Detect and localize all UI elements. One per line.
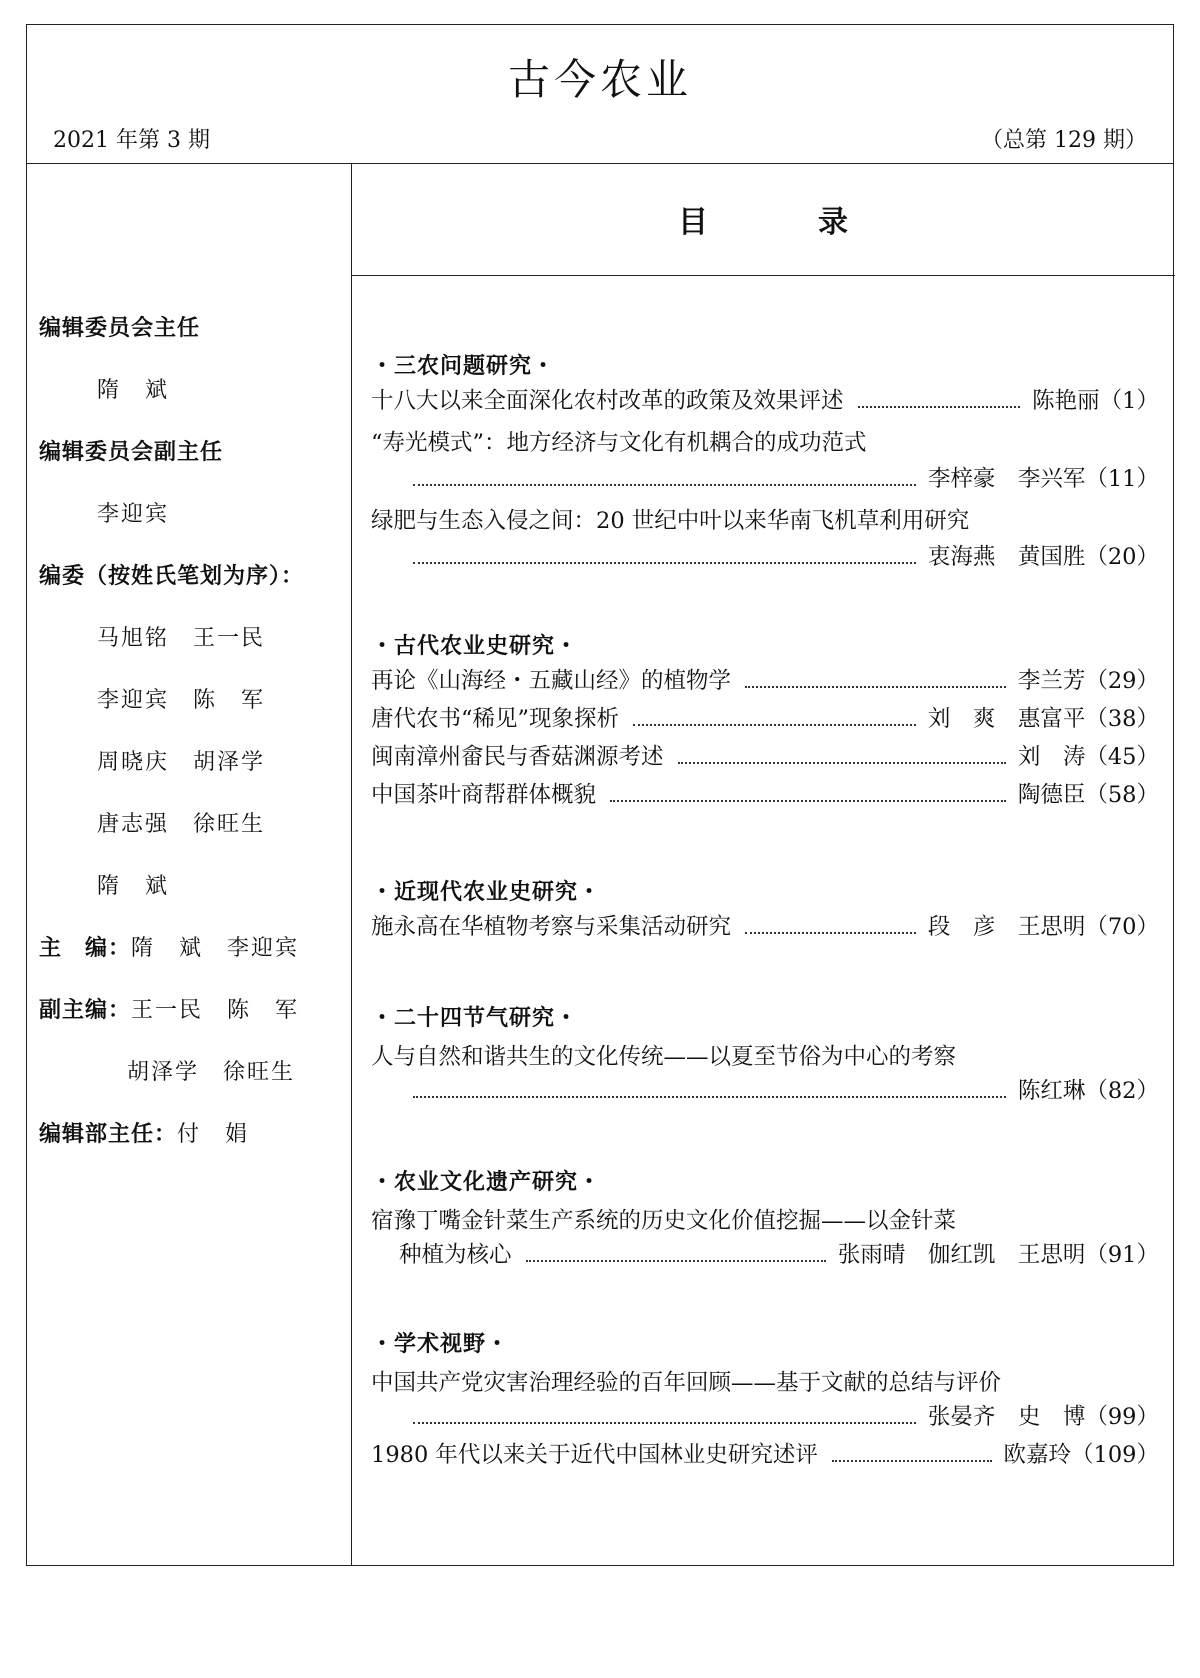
entry-title[interactable]: 人与自然和谐共生的文化传统——以夏至节俗为中心的考察 bbox=[371, 1044, 957, 1070]
member-line: 李迎宾 陈 军 bbox=[97, 688, 266, 713]
chair-label: 编辑委员会主任 bbox=[39, 316, 201, 341]
dot-leader bbox=[858, 406, 1021, 408]
member-line: 隋 斌 bbox=[97, 874, 170, 899]
toc-title-char: 录 bbox=[818, 205, 848, 240]
member-line: 周晓庆 胡泽学 bbox=[97, 750, 266, 775]
toc-title bbox=[351, 197, 1175, 241]
dot-leader bbox=[413, 562, 916, 564]
entry-title: 闽南漳州畲民与香菇渊源考述 bbox=[371, 744, 664, 770]
toc-entry[interactable] bbox=[413, 463, 1159, 493]
entry-author-page: 李梓豪 李兴军（11） bbox=[927, 466, 1159, 492]
dot-leader bbox=[745, 686, 1006, 688]
entry-author-page: 欧嘉玲（109） bbox=[1003, 1442, 1159, 1468]
entry-title: 十八大以来全面深化农村改革的政策及效果评述 bbox=[371, 388, 844, 414]
entry-title: 施永高在华植物考察与采集活动研究 bbox=[371, 914, 732, 940]
entry-title: 唐代农书“稀见”现象探析 bbox=[371, 706, 620, 732]
member-line: 马旭铭 王一民 bbox=[97, 626, 266, 651]
vice-chair-label: 编辑委员会副主任 bbox=[39, 440, 224, 465]
dept-label: 编辑部主任： bbox=[39, 1122, 178, 1147]
page-frame bbox=[26, 24, 1174, 1566]
toc-entry[interactable] bbox=[371, 1439, 1159, 1469]
entry-author-page: 张晏齐 史 博（99） bbox=[927, 1404, 1159, 1430]
entry-title-cont: 种植为核心 bbox=[399, 1242, 512, 1268]
entry-title: 中国茶叶商帮群体概貌 bbox=[371, 782, 597, 808]
toc-entry[interactable] bbox=[413, 1075, 1159, 1105]
vice-chair-name: 李迎宾 bbox=[97, 502, 170, 527]
dot-leader bbox=[413, 1096, 1006, 1098]
deputy-label: 副主编： bbox=[39, 998, 132, 1023]
issue-number: 2021 年第 3 期 bbox=[53, 128, 210, 153]
journal-header bbox=[27, 25, 1173, 164]
chair-name: 隋 斌 bbox=[97, 378, 170, 403]
entry-author-page: 陶德臣（58） bbox=[1017, 782, 1159, 808]
editor-in-chief bbox=[39, 931, 299, 962]
dot-leader bbox=[413, 484, 916, 486]
deputy-editors bbox=[39, 993, 299, 1024]
dot-leader bbox=[610, 800, 1006, 802]
dept-name: 付 娟 bbox=[177, 1122, 250, 1147]
toc-title-char: 目 bbox=[678, 205, 708, 240]
toc-entry[interactable] bbox=[413, 541, 1159, 571]
dot-leader bbox=[678, 762, 1006, 764]
section-title: ・二十四节气研究・ bbox=[371, 1006, 579, 1031]
toc-entry[interactable] bbox=[371, 665, 1159, 695]
section-title: ・近现代农业史研究・ bbox=[371, 880, 602, 905]
table-of-contents bbox=[351, 277, 1175, 1565]
entry-title[interactable]: 宿豫丁嘴金针菜生产系统的历史文化价值挖掘——以金针菜 bbox=[371, 1208, 957, 1234]
entry-title: 再论《山海经・五藏山经》的植物学 bbox=[371, 668, 732, 694]
journal-title: 古今农业 bbox=[507, 55, 692, 104]
dot-leader bbox=[413, 1422, 916, 1424]
editor-label: 主 编： bbox=[39, 936, 132, 961]
entry-author-page: 段 彦 王思明（70） bbox=[927, 914, 1159, 940]
entry-author-page: 衷海燕 黄国胜（20） bbox=[927, 544, 1159, 570]
dot-leader bbox=[633, 724, 916, 726]
editor-names: 隋 斌 李迎宾 bbox=[131, 936, 300, 961]
entry-author-page: 李兰芳（29） bbox=[1017, 668, 1159, 694]
section-title: ・农业文化遗产研究・ bbox=[371, 1170, 602, 1195]
toc-header bbox=[351, 163, 1175, 276]
editorial-board-sidebar bbox=[27, 163, 352, 1565]
toc-entry[interactable] bbox=[371, 703, 1159, 733]
dot-leader bbox=[526, 1260, 826, 1262]
entry-title: 1980 年代以来关于近代中国林业史研究述评 bbox=[371, 1442, 818, 1468]
toc-entry[interactable] bbox=[371, 911, 1159, 941]
toc-entry[interactable] bbox=[399, 1239, 1159, 1269]
entry-author-page: 陈红琳（82） bbox=[1017, 1078, 1159, 1104]
entry-author-page: 刘 涛（45） bbox=[1017, 744, 1159, 770]
toc-entry[interactable] bbox=[371, 741, 1159, 771]
section-title: ・学术视野・ bbox=[371, 1332, 510, 1357]
dot-leader bbox=[745, 932, 916, 934]
toc-entry[interactable] bbox=[371, 779, 1159, 809]
entry-author-page: 张雨晴 伽红凯 王思明（91） bbox=[837, 1242, 1159, 1268]
editorial-dept-head bbox=[39, 1117, 249, 1148]
toc-entry[interactable] bbox=[413, 1401, 1159, 1431]
entry-author-page: 刘 爽 惠富平（38） bbox=[927, 706, 1159, 732]
members-label: 编委（按姓氏笔划为序）： bbox=[39, 564, 305, 589]
entry-title[interactable]: 中国共产党灾害治理经验的百年回顾——基于文献的总结与评价 bbox=[371, 1370, 1002, 1396]
deputy-names-1: 王一民 陈 军 bbox=[131, 998, 300, 1023]
member-line: 唐志强 徐旺生 bbox=[97, 812, 266, 837]
entry-author-page: 陈艳丽（1） bbox=[1032, 388, 1159, 414]
toc-entry[interactable] bbox=[371, 385, 1159, 415]
entry-title[interactable]: “寿光模式”：地方经济与文化有机耦合的成功范式 bbox=[371, 430, 867, 456]
section-title: ・三农问题研究・ bbox=[371, 354, 556, 379]
deputy-names-2: 胡泽学 徐旺生 bbox=[127, 1060, 296, 1085]
total-issue-number: （总第 129 期） bbox=[981, 128, 1147, 153]
section-title: ・古代农业史研究・ bbox=[371, 634, 579, 659]
dot-leader bbox=[832, 1460, 992, 1462]
entry-title[interactable]: 绿肥与生态入侵之间：20 世纪中叶以来华南飞机草利用研究 bbox=[371, 508, 970, 534]
